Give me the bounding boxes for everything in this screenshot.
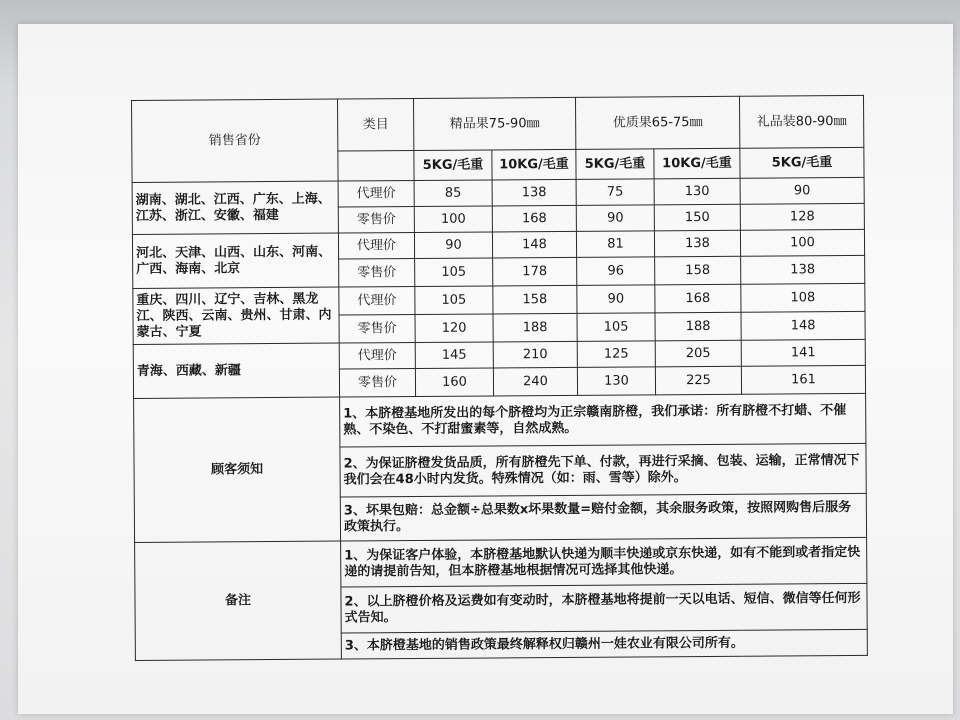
province-header: 销售省份: [132, 99, 339, 182]
price-type: 代理价: [339, 287, 415, 316]
notice-title: 顾客须知: [134, 397, 341, 542]
price-cell: 240: [493, 367, 577, 396]
price-cell: 105: [577, 313, 655, 342]
price-cell: 105: [415, 286, 493, 315]
price-cell: 108: [741, 283, 865, 312]
price-cell: 120: [415, 314, 493, 343]
gift-5kg-header: 5KG/毛重: [740, 147, 864, 178]
price-type: 零售价: [339, 369, 415, 398]
remarks-item: 3、本脐橙基地的销售政策最终解释权归赣州一娃农业有限公司所有。: [341, 629, 867, 659]
price-type: 代理价: [338, 233, 414, 260]
price-cell: 148: [492, 231, 576, 258]
premium-5kg-header: 5KG/毛重: [414, 150, 492, 181]
price-cell: 138: [654, 230, 740, 257]
header-row: [132, 95, 864, 152]
price-cell: 81: [576, 231, 654, 258]
price-cell: 225: [655, 366, 741, 395]
price-cell: 125: [577, 341, 655, 368]
region-provinces: 湖南、湖北、江西、广东、上海、江苏、浙江、安徽、福建: [132, 181, 338, 234]
region-provinces: 重庆、四川、辽宁、吉林、黑龙江、陕西、云南、贵州、甘肃、内蒙古、宁夏: [133, 287, 339, 344]
price-cell: 90: [740, 177, 864, 204]
price-cell: 130: [577, 367, 655, 396]
price-type: 零售价: [338, 207, 414, 234]
price-cell: 188: [493, 313, 577, 342]
remarks-item: 1、为保证客户体验，本脐橙基地默认快递为顺丰快递或京东快递，如有不能到或者指定快递的请提前告知，但本脐橙基地根据情况可选择其他快递。: [341, 537, 867, 587]
price-cell: 210: [493, 341, 577, 368]
price-cell: 100: [740, 229, 864, 256]
notice-item: 1、本脐橙基地所发出的每个脐橙均为正宗赣南脐橙，我们承诺：所有脐橙不打蜡、不催熟、不染色、不打甜蜜素等，自然成熟。: [340, 393, 866, 447]
price-cell: 90: [414, 232, 492, 259]
gift-header: 礼品装80-90㎜: [739, 95, 863, 148]
category-header: 类目: [337, 99, 413, 152]
notice-row: [134, 393, 866, 448]
remarks-title: 备注: [135, 541, 342, 660]
price-cell: 85: [414, 180, 492, 207]
quality-10kg-header: 10KG/毛重: [654, 148, 740, 179]
region-provinces: 青海、西藏、新疆: [133, 343, 339, 398]
price-cell: 188: [655, 312, 741, 341]
premium-header: 精品果75-90㎜: [413, 97, 575, 150]
price-type: 零售价: [339, 259, 415, 288]
remarks-item: 2、以上脐橙价格及运费如有变动时，本脐橙基地将提前一天以电话、短信、微信等任何形式告知。: [341, 583, 867, 633]
quality-5kg-header: 5KG/毛重: [576, 149, 654, 180]
price-cell: 141: [741, 339, 865, 366]
premium-10kg-header: 10KG/毛重: [492, 149, 576, 180]
price-cell: 161: [741, 365, 865, 394]
price-cell: 90: [576, 205, 654, 232]
price-cell: 90: [577, 285, 655, 314]
price-table: [131, 95, 868, 661]
price-cell: 158: [493, 285, 577, 314]
price-type: 代理价: [339, 343, 415, 370]
price-cell: 160: [415, 368, 493, 397]
price-cell: 130: [654, 178, 740, 205]
price-cell: 168: [492, 205, 576, 232]
price-cell: 168: [655, 284, 741, 313]
price-cell: 148: [741, 311, 865, 340]
price-type: 代理价: [338, 181, 414, 208]
price-cell: 96: [577, 257, 655, 286]
price-cell: 75: [576, 179, 654, 206]
price-cell: 158: [655, 256, 741, 285]
notice-item: 3、坏果包赔：总金额÷总果数x坏果数量=赔付金额，其余服务政策，按照网购售后服务政策执行。: [340, 493, 866, 541]
price-cell: 128: [740, 203, 864, 230]
price-cell: 150: [654, 204, 740, 231]
price-cell: 178: [493, 257, 577, 286]
price-cell: 138: [741, 255, 865, 284]
price-cell: 105: [415, 258, 493, 287]
price-cell: 138: [492, 179, 576, 206]
remarks-row: [135, 537, 867, 588]
notice-item: 2、为保证脐橙发货品质，所有脐橙先下单、付款，再进行采摘、包装、运输，正常情况下我们会在48小时内发货。特殊情况（如：雨、雪等）除外。: [340, 443, 866, 497]
price-cell: 145: [415, 342, 493, 369]
price-cell: 100: [414, 206, 492, 233]
price-cell: 205: [655, 340, 741, 367]
price-type: 零售价: [339, 315, 415, 344]
category-empty-cell: [338, 151, 414, 182]
region-provinces: 河北、天津、山西、山东、河南、广西、海南、北京: [132, 233, 338, 288]
quality-header: 优质果65-75㎜: [575, 96, 739, 149]
